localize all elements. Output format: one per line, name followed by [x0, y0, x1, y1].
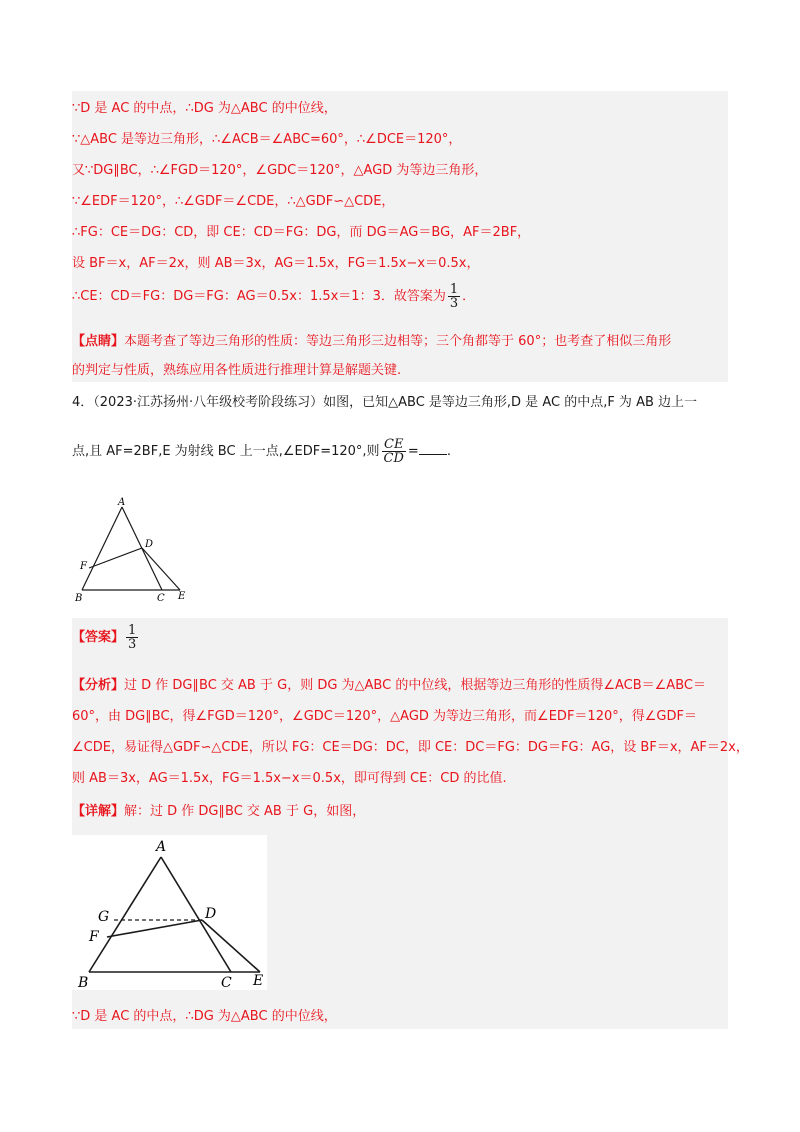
answer-tag: 【答案】 [72, 630, 125, 645]
answer-line [72, 620, 140, 656]
last-line: ∵D 是 AC 的中点，∴DG 为△ABC 的中位线， [72, 1009, 337, 1024]
solution-line-3: 又∵DG∥BC，∴∠FGD＝120°，∠GDC＝120°，△AGD 为等边三角形， [72, 163, 488, 178]
answer-fraction [448, 283, 460, 310]
detail-tag: 【详解】 [72, 804, 125, 819]
fig2-label-f: F [89, 929, 99, 945]
comment-tag: 【点睛】 [72, 334, 125, 349]
analysis-line-2: 60°，由 DG∥BC，得∠FGD＝120°，∠GDC＝120°，△AGD 为等边三角形，而∠EDF＝120°，得∠GDF＝ [72, 709, 697, 724]
solution-line-6: 设 BF＝x，AF＝2x，则 AB＝3x，AG＝1.5x，FG＝1.5x−x＝0.5x， [72, 256, 480, 271]
problem-fraction-denominator: CD [383, 451, 404, 466]
analysis-line-4: 则 AB＝3x，AG＝1.5x，FG＝1.5x−x＝0.5x，即可得到 CE：CD 的比值. [72, 771, 507, 786]
figure-triangle-1 [72, 495, 192, 605]
fig1-label-a: A [118, 497, 126, 508]
fig2-label-e: E [253, 973, 264, 989]
figure-triangle-2 [72, 835, 267, 990]
fig2-label-d: D [205, 906, 217, 922]
analysis-line-3: ∠CDE，易证得△GDF∽△CDE，所以 FG：CE＝DG：DC，即 CE：DC＝FG：DG＝FG：AG，设 BF＝x，AF＝2x， [72, 740, 749, 755]
answer-value-numerator: 1 [128, 623, 137, 638]
fig2-label-a: A [156, 839, 167, 855]
problem-line-2 [72, 434, 451, 470]
answer-value-denominator: 3 [128, 637, 137, 652]
fig1-label-b: B [75, 593, 83, 604]
answer-line-prefix: ∴CE：CD＝FG：DG＝FG：AG＝0.5x：1.5x＝1：3．故答案为 [72, 289, 446, 304]
problem-fraction-numerator: CE [384, 437, 404, 452]
answer-line-suffix: ． [462, 289, 476, 304]
answer-value-fraction [126, 624, 138, 651]
solution-line-4: ∵∠EDF＝120°，∴∠GDF＝∠CDE，∴△GDF∽△CDE， [72, 194, 395, 209]
comment-line-1 [72, 333, 671, 351]
fig1-label-e: E [178, 591, 186, 602]
analysis-tag: 【分析】 [72, 678, 125, 693]
fig2-label-b: B [78, 975, 89, 990]
fig1-label-f: F [80, 561, 87, 572]
fig1-label-c: C [157, 593, 165, 604]
analysis-text-1: 过 D 作 DG∥BC 交 AB 于 G，则 DG 为△ABC 的中位线，根据等边三角形的性质得∠ACB＝∠ABC＝ [124, 678, 706, 693]
comment-line-2: 的判定与性质，熟练应用各性质进行推理计算是解题关键. [72, 363, 402, 378]
fig2-label-c: C [221, 975, 232, 990]
answer-blank [419, 442, 447, 455]
problem-fraction [382, 438, 406, 465]
solution-answer-line [72, 282, 475, 312]
problem-equals: = [407, 444, 419, 459]
fig1-label-d: D [145, 539, 154, 550]
detail-line [72, 803, 365, 821]
problem-line-2-end: . [446, 444, 451, 459]
fraction-denominator: 3 [449, 296, 459, 311]
analysis-line-1 [72, 677, 706, 695]
solution-line-5: ∴FG：CE＝DG：CD，即 CE：CD＝FG：DG，而 DG＝AG＝BG，AF＝2BF， [72, 225, 531, 240]
problem-line-1: 4．（2023·江苏扬州·八年级校考阶段练习）如图，已知△ABC 是等边三角形,D 是 AC 的中点,F 为 AB 边上一 [72, 395, 698, 410]
comment-text-1: 本题考查了等边三角形的性质：等边三角形三边相等；三个角都等于 60°；也考查了相似三角形 [124, 334, 672, 349]
problem-line-2-prefix: 点,且 AF=2BF,E 为射线 BC 上一点,∠EDF=120°,则 [72, 444, 380, 459]
solution-line-1: ∵D 是 AC 的中点，∴DG 为△ABC 的中位线， [72, 101, 337, 116]
detail-text: 解：过 D 作 DG∥BC 交 AB 于 G，如图， [124, 804, 366, 819]
fraction-numerator: 1 [449, 282, 459, 297]
fig2-label-g: G [98, 909, 110, 925]
solution-line-2: ∵△ABC 是等边三角形，∴∠ACB＝∠ABC=60°，∴∠DCE＝120°， [72, 132, 462, 147]
